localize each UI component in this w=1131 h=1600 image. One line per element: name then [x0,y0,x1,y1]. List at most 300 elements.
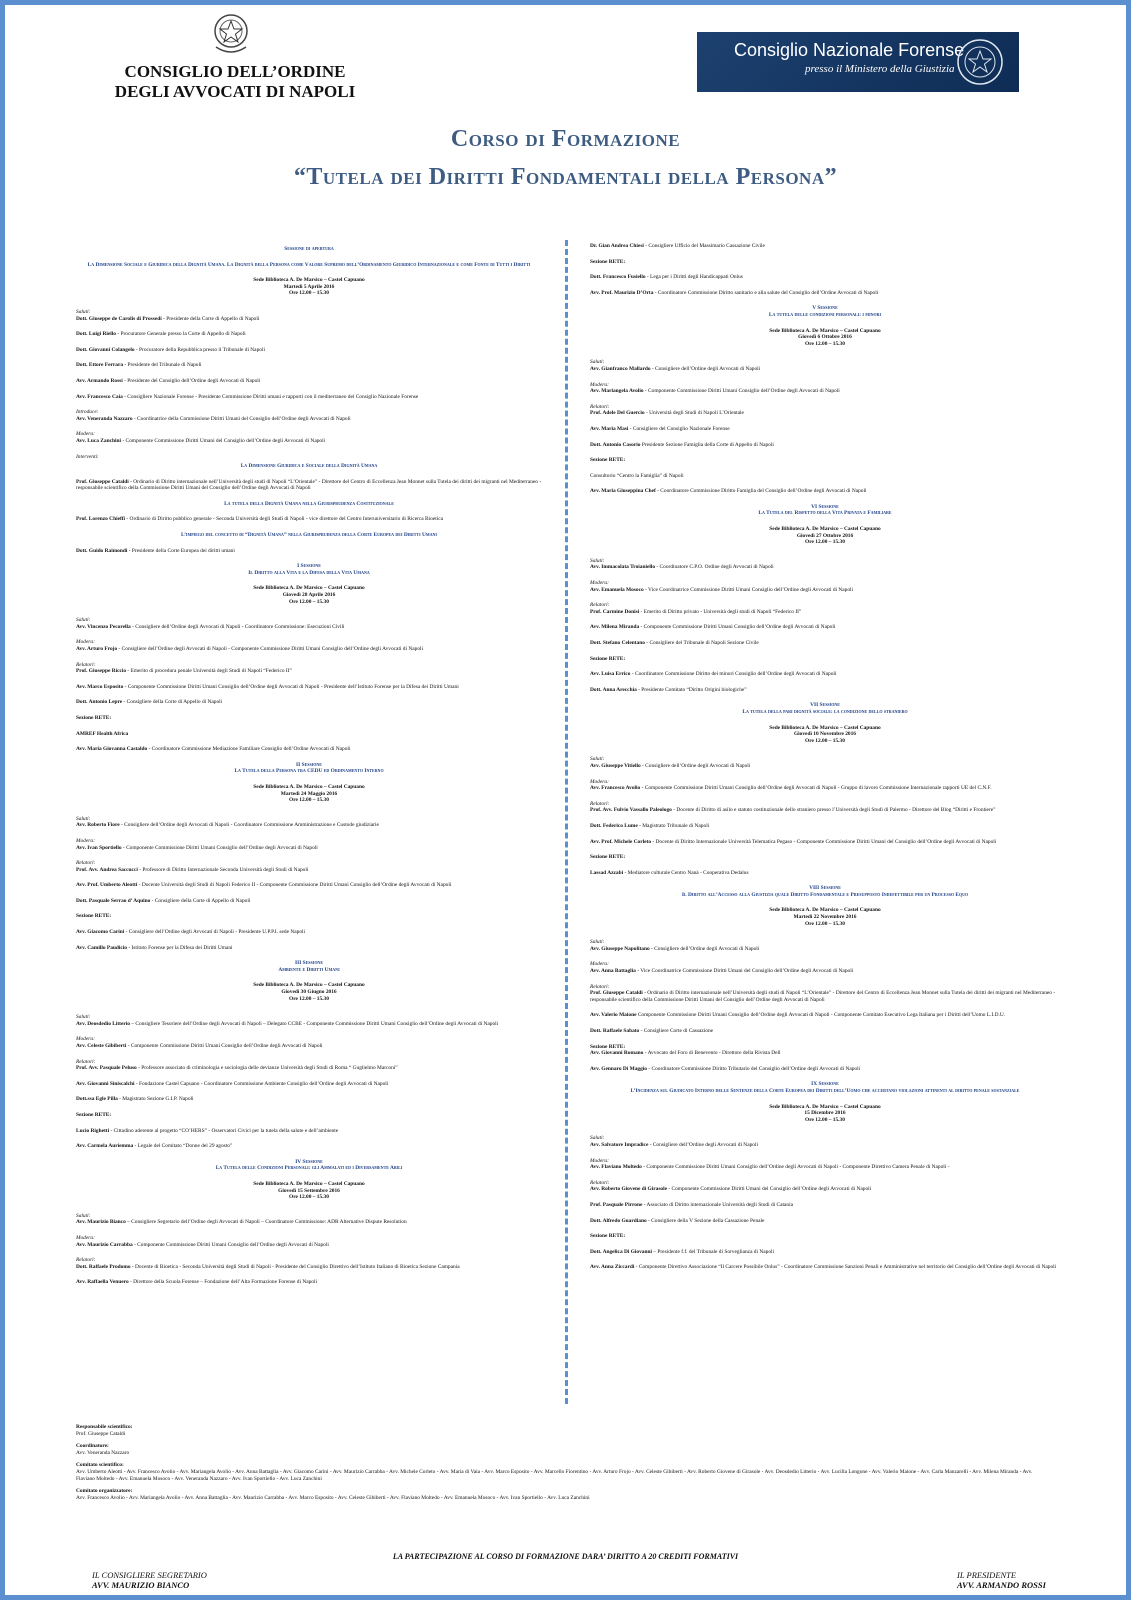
speaker-role: - Consigliere della Corte di Appello di Napoli [122,699,223,706]
role-label: Modera: [590,1157,609,1164]
speaker-name: Dott. Ettore Ferrara [76,362,124,369]
speaker-name: Avv. Luca Zanchini [76,437,121,444]
speaker-entry [76,1065,542,1072]
speaker-role: - Consigliere dell’Ordine degli Avvocati di Napoli - Coordinatore Commissione Amministrazione e Custode giudiziarie [119,822,379,829]
speaker-entry [76,845,542,852]
speaker-entry [590,1218,1060,1225]
speaker-entry [590,1066,1060,1073]
speaker-name: Dott. Guido Raimondi [76,547,128,554]
speaker-role: - Consigliere dell’Ordine degli Avvocati di Napoli [640,762,751,769]
speaker-entry [76,362,542,369]
speaker-name: Avv. Deosdedio Litterio [76,1020,130,1027]
role-label: Saluti: [590,756,605,763]
speaker-name: Avv. Raffaella Venuero [76,1279,129,1286]
speaker-entry [590,854,1060,861]
role-label: Saluti: [76,617,91,624]
speaker-name: Avv. Milena Miranda [590,624,640,631]
signature-president-name: AVV. ARMANDO ROSSI [957,1580,1046,1590]
speaker-name: Prof. Adele Del Guercio [590,410,645,417]
session-heading: V Sessione La tutela delle condizioni personali: i minori [768,305,882,318]
session-venue: Sede Biblioteca A. De Marsico – Castel Capuano Giovedì 6 Ottobre 2016 Ore 12.00 – 15.30 [769,327,881,347]
speaker-entry [76,1081,542,1088]
speaker-name: Avv. Emanuela Mosoco [590,586,644,593]
role-label: Saluti: [76,815,91,822]
session-venue: Sede Biblioteca A. De Marsico – Castel Capuano Martedì 24 Maggio 2016 Ore 12.00 – 15.30 [253,783,365,804]
speaker-name: Avv. Marco Esposito [76,683,124,690]
speaker-name: Dott. Stefano Celentano [590,640,645,646]
speaker-name: Lassad Azzabi [590,869,624,876]
speaker-name: Avv. Anna Ziccardi [590,1264,635,1271]
speaker-entry [76,394,542,401]
speaker-role: - Consigliere Ufficio del Massimario Cassazione Civile [643,243,765,249]
speaker-name: Avv. Prof. Michele Corleto [590,838,652,845]
column-divider [565,240,568,1404]
speaker-entry [76,1219,542,1226]
speaker-entry [590,946,1060,953]
speaker-entry [76,699,542,706]
speaker-role: – Consigliere Segretario dell’Ordine degli Avvocati di Napoli – Coordinatore Commissione: ADR Alternative Dispute Resolution [125,1219,407,1226]
speaker-entry [76,1021,542,1028]
speaker-role: - Coordinatore C.P.O. Ordine degli Avvocati di Napoli [655,564,774,571]
role-label: Relatori: [76,661,96,668]
speaker-role: - Mediatore culturale Centro Nanà - Cooperativa Dedalus [623,869,749,876]
role-label: Modera: [76,1234,95,1241]
speaker-name: Dr. Gian Andrea Chiesi [590,243,644,249]
cnf-logo-title: Consiglio Nazionale Forense [734,40,965,60]
speaker-role: - Emerito di Diritto privato - Università degli studi di Napoli “Federico II” [639,608,802,615]
speaker-role: - Legale del Comitato “Donne del 29 agosto” [133,1143,233,1150]
speaker-role: - Presidente della Corte di Appello di Napoli [161,315,260,322]
speaker-name: Avv. Roberto Giovene di Girasole [590,1186,668,1193]
speaker-role: - Professore di Diritto Internazionale Seconda Università degli Studi di Napoli [137,866,309,873]
order-name-line1: CONSIGLIO DELL’ORDINE [124,62,346,81]
speaker-role: - Componente Commissione Diritti Umani del Consiglio dell’Ordine degli Avvocati di Napoli [120,437,326,444]
speaker-role: - Componente Commissione Diritti Umani del Consiglio dell’Ordine degli Avvocati di Napoli [667,1186,872,1193]
speaker-entry [590,870,1060,877]
session-heading: Sessione di apertura [284,246,334,252]
speaker-role: - Componente Commissione Diritti Umani Consiglio dell’Ordine degli Avvocati di Napoli [121,844,318,851]
speaker-name: Avv. Vincenzo Pecorella [76,623,131,630]
speaker-name: Sezione RETE: [76,913,112,920]
speaker-name: Avv. Veneranda Nazzaro [76,415,133,422]
speaker-entry [76,898,542,905]
cnf-logo-subtitle: presso il Ministero della Giustizia [805,63,955,75]
speaker-name: Prof. Avv. Pasquale Peluso [76,1065,137,1072]
speaker-name: Avv. Celeste Gibiberti [76,1043,127,1049]
speaker-role: - Componente Commissione Diritti Umani Consiglio dell’Ordine degli Avvocati di Napoli [639,624,836,631]
speaker-name: Sezione RETE: [76,1111,112,1118]
page-subtitle: “Tutela dei Diritti Fondamentali della Persona” [293,164,838,190]
speaker-entry [76,548,542,555]
speaker-entry [590,410,1060,417]
speaker-entry [76,624,542,631]
speaker-entry [590,290,1060,297]
speaker-role: - Consigliere del Consiglio Nazionale Forense [628,425,730,432]
speaker-entry [590,1186,1060,1193]
speaker-name: Avv. Giuseppe Napolitano [590,945,650,952]
speaker-name: Avv. Maria Giovanna Castaldo [76,746,148,753]
speaker-name: Sezione RETE: [590,457,626,464]
speaker-name: Avv. Carmela Auriemma [76,1143,134,1150]
speaker-role: - Associato di Diritto internazionale Università degli Studi di Catania [642,1201,793,1208]
speaker-role: - Vice Coordinatrice Commissione Diritti Umani del Consiglio dell’Ordine degli Avvocati di Napoli [635,968,854,975]
speaker-name: Sezione RETE: [590,258,626,265]
role-label: Saluti: [590,359,605,366]
speaker-entry [76,516,542,523]
speaker-role: - Vice Coordinatrice Commissione Diritti Umani Consiglio dell’Ordine degli Avvocati di Napoli [643,586,854,593]
speaker-role: - Coordinatore Commissione Mediazione Familiare Consiglio dell’Ordine Avvocati di Napoli [147,746,351,753]
program-left-column [76,243,542,1295]
session-venue: Sede Biblioteca A. De Marsico – Castel Capuano Giovedì 28 Aprile 2016 Ore 12.00 – 15.30 [253,585,365,605]
speaker-entry [590,839,1060,846]
role-label: Saluti: [76,1014,91,1021]
speaker-entry [590,1202,1060,1209]
cnf-seal-icon [955,37,1005,87]
speaker-name: Avv. Giacomo Carini [76,929,125,936]
speaker-name: Prof. Avv. Andrea Saccucci [76,866,138,873]
speaker-role: - Ordinario di Diritto pubblico generale - Seconda Università degli Studi di Napoli - vice direttore del Centro Interuniversitario di Ricerca Bioetica [125,516,444,523]
speaker-entry [590,1012,1060,1019]
speaker-entry [590,990,1060,1003]
speaker-role: - Procuratore Generale presso la Corte di Appello di Napoli [115,331,246,338]
speaker-role: - Ordinario di Diritto internazionale nell’Università degli studi di Napoli “L’Orientale” - Direttore del Centro di Eccellenza Jean Monnet sulla Tutela dei diritti dei migranti nel Mediterraneo - responsabile scientifico della Commissione Diritti Umani del Consiglio dell’Ordine degli Avvocati di Napoli [590,990,1056,1003]
session-heading: VI Sessione La Tutela del Rispetto della Vita Privata e Familiare [758,503,892,517]
speaker-name: Avv. Prof. Umberto Aleotti [76,882,138,889]
speaker-entry [590,1044,1060,1057]
speaker-role: - Presidente del Tribunale di Napoli [123,362,202,369]
speaker-role: - Docente Università degli Studi di Napoli Federico II - Componente Commissione Diritti Umani Consiglio dell’Ordine degli Avvocati di Napoli [137,882,452,889]
speaker-role: - Docente di Bioetica - Seconda Università degli Studi di Napoli - Presidente del Consiglio Direttivo dell’Istituto Italiano di Bioetica Sezione Campania [130,1263,460,1270]
speaker-role: - Magistrato Tribunale di Napoli [637,822,710,829]
session-heading: III Sessione Ambiente e Diritti Umani [278,960,340,973]
speaker-name: Dott. Pasquale Serrao d’ Aquino [76,897,151,904]
speaker-name: Avv. Luisa Errico [590,671,631,678]
role-label: Relatori: [590,602,610,609]
speaker-entry [76,822,542,829]
speaker-entry [590,426,1060,433]
speaker-entry [76,945,542,952]
speaker-name: Avv. Gennaro Di Maggio [590,1065,648,1072]
speaker-entry [76,1096,542,1103]
speaker-entry [76,684,542,691]
speaker-role: - Fondazione Castel Capuano - Coordinatore Commissione Ambiente Consiglio dell’Ordine degli Avvocati di Napoli [134,1080,389,1087]
speaker-entry [590,1028,1060,1035]
cnf-logo [697,32,1019,92]
speaker-name: Avv. Immacolata Troianiello [590,564,656,571]
speaker-role: - Coordinatore Commissione Diritto dei minori Consiglio dell’Ordine degli Avvocati di Napoli [630,671,837,678]
speaker-role: - Università degli Studi di Napoli L’Orientale [644,410,744,417]
role-label: Modera: [590,381,609,388]
role-label: Modera: [590,580,609,587]
role-label: Relatori: [590,1179,610,1186]
role-label: Modera: [76,639,95,646]
speaker-role: - Lega per i Diritti degli Handicappati Onlus [645,274,743,281]
speaker-name: Prof. Lorenzo Chieffi [76,516,126,523]
scientific-committee-label: Comitato scientifico: [76,1462,124,1469]
speaker-role: - Componente Commissione Diritti Umani Consiglio dell’Ordine degli Avvocati di Napoli - Componente Direttivo Camera Penale di Napoli - [641,1164,950,1171]
speaker-role: - Consigliere della V Sezione della Cassazione Penale [646,1217,765,1224]
session-heading: IV Sessione La Tutela delle Condizioni Personali: gli Ammalati ed i Diversamente Abili [215,1158,403,1172]
speaker-name: Prof. Giuseppe Cataldi [76,478,129,485]
speaker-name: Dott. Antonio Casorio [590,441,641,448]
speaker-entry [590,823,1060,830]
speaker-role: - Coordinatore Commissione Diritto Famiglia del Consiglio dell’Ordine degli Avvocati di Napoli [655,488,867,495]
role-label: Relatori: [590,403,610,410]
speaker-role: - Consigliere Nazionale Forense - Presidente Commissione Diritti umani e rapporti con il mediterraneo del Consiglio Nazionale Forense [122,393,419,400]
signature-president-role: IL PRESIDENTE [957,1570,1017,1580]
speaker-role: - Componente Commissione Diritti Umani Consiglio dell’Ordine degli Avvocati di Napoli [132,1241,329,1248]
speaker-name: Dott. Anna Arecchia [590,686,637,693]
speaker-role: - Presidente della Corte Europea dei diritti umani [127,547,235,554]
coordinator-value: Avv. Veneranda Nazzaro [76,1449,130,1456]
role-label: Modera: [76,837,95,844]
speaker-name: Avv. Maurizio Bianco [76,1219,126,1226]
speaker-name: Avv. Roberto Fiore [76,822,120,829]
coordinator-label: Coordinatore: [76,1443,109,1450]
speaker-role: - Consigliere dell’Ordine degli Avvocati di Napoli [648,1141,758,1148]
speaker-name: Avv. Maria Masi [590,425,629,432]
speaker-entry [76,1264,542,1271]
speaker-entry [590,1142,1060,1149]
speaker-role: - Procuratore della Repubblica presso il Tribunale di Napoli [134,346,265,353]
speaker-name: Dott. Raffaele Sabato [590,1028,640,1034]
role-label: Modera: [590,961,609,968]
signature-secretary-role: IL CONSIGLIERE SEGRETARIO [92,1570,207,1580]
speaker-role: - Emerito di procedura penale Università degli Studi di Napoli “Federico II” [126,668,292,675]
speaker-name: Dott. Raffaele Prodomo [76,1263,131,1270]
speaker-entry [590,274,1060,281]
speaker-name: Sezione RETE: [590,1233,626,1240]
speaker-role: - Direttore della Scuola Forense – Fondazione dell’Alta Formazione Forense di Napoli [128,1279,317,1286]
speaker-entry [76,347,542,354]
speaker-role: - Consigliere dell’Ordine degli Avvocati di Napoli - Componente Commissione Diritti Umani Consiglio dell’Ordine degli Avvocati di Napoli [117,646,424,652]
role-label: Introduce: [76,409,99,416]
speaker-role: - Presidente Comitato “Diritto Origini biologiche” [636,686,747,693]
speaker-name: Avv. Prof. Maurizio D’Orta [590,289,654,296]
speaker-role: - Ordinario di Diritto internazionale nell’Università degli studi di Napoli “L’Orientale” - Direttore del Centro di Eccellenza Jean Monnet sulla Tutela dei diritti dei migranti nel Mediterraneo - responsabile scientifico della Commissione Diritti Umani del Consiglio dell’Ordine degli Avvocati di Napoli [76,478,542,492]
speaker-entry [76,929,542,936]
speaker-role: - Docente di Diritto di asilo e statuto costituzionale dello straniero presso l’Università degli Studi di Palermo - Direttore del Blog “Diritti e Frontiere” [671,807,996,814]
role-label: Relatori: [590,800,610,807]
speaker-role: - Presidente del Consiglio dell’Ordine degli Avvocati di Napoli [122,377,261,384]
speaker-entry [590,442,1060,449]
speaker-entry [590,785,1060,792]
role-label: Saluti: [76,1212,91,1219]
speaker-entry [76,913,542,920]
speaker-role: Consultorio “Centro la Famiglia” di Napoli [590,472,684,479]
session-venue: Sede Biblioteca A. De Marsico – Castel Capuano 15 Dicembre 2016 Ore 12.00 – 15.30 [769,1103,881,1123]
speaker-entry [76,1279,542,1286]
session-venue: Sede Biblioteca A. De Marsico – Castel Capuano Giovedì 15 Settembre 2016 Ore 12.00 – 15.30 [253,1180,365,1201]
speaker-entry [590,763,1060,770]
speaker-name: Prof. Pasquale Pirrone [590,1201,643,1208]
speaker-name: Avv. Armando Rossi [76,377,123,384]
speaker-name: Sezione RETE: [76,714,112,721]
speaker-name: Avv. Francesco Caia [76,393,123,400]
speaker-role: - Componente Commissione Diritti Umani Consiglio dell’Ordine degli Avvocati di Napoli - Presidente dell’Istituto Forense per la Difesa dei Diritti Umani [123,683,459,690]
committee-section [76,1424,1036,1507]
session-heading: La Dimensione Sociale e Giuridica della Dignità Umana. La Dignità della Persona come Valore Supremo dell’Ordinamento Giuridico Internazionale e come Fonte di Tutti i Diritti [87,261,531,268]
speaker-entry [76,479,542,492]
speaker-name: Avv. Salvatore Impradice [590,1141,649,1148]
speaker-role: Presidente Sezione Famiglia della Corte di Appello di Napoli [640,441,774,448]
speaker-name: Dott. Giovanni Colangelo [76,346,135,353]
speaker-name: Dott. Antonio Lepre [76,699,123,706]
session-heading: La tutela della Dignità Umana nella Giurisprudenza Costituzionale [224,500,394,507]
speaker-entry [76,438,542,445]
speaker-role: - Avvocato del Foro di Benevento - Direttore della Rivista Dell [643,1050,781,1057]
speaker-entry [590,259,1060,266]
speaker-role: - Consigliere dell’Ordine degli Avvocati di Napoli [650,365,761,372]
speaker-entry [590,1249,1060,1256]
speaker-name: Avv. Maurizio Carrabba [76,1241,133,1248]
speaker-name: Avv. Mariangela Avolio [590,388,644,395]
session-venue: Sede Biblioteca A. De Marsico – Castel Capuano Martedì 22 Novembre 2016 Ore 12.00 – 15.30 [769,907,881,927]
speaker-entry [76,1043,542,1050]
speaker-name: Dott. Angelica Di Giovanni [590,1248,652,1255]
speaker-name: Dott. Federico Lume [590,822,638,829]
speaker-entry [590,1164,1060,1171]
speaker-entry [590,656,1060,663]
speaker-role: - Istituto Forense per la Difesa dei Diritti Umani [126,944,233,951]
speaker-entry [76,668,542,675]
speaker-name: Prof. Giuseppe Cataldi [590,990,643,997]
page-title: Corso di Formazione [450,126,681,152]
speaker-name: Sezione RETE: [590,854,626,861]
role-label: Modera: [590,778,609,785]
speaker-entry [76,715,542,722]
speaker-entry [76,731,542,738]
speaker-name: Sezione RETE: [590,655,626,662]
scientific-committee-value: Avv. Umberto Aleotti - Avv. Francesco Avolio - Avv. Mariangela Avolio - Avv. Anna Battaglia - Avv. Giacomo Carini - Avv. Maurizio Carrabba - Avv. Michele Corleto - Avv. Maria di Vaia - Avv. Marco Esposito - Avv. Marcello Fiorentino - Avv. Arturo Frojo - Avv. Celeste Gibiberti - Avv. Roberto Giovene di Girasole - Avv. Deosdedio Litterio - Avv. Lucilla Longone - Avv. Valerio Maione - Avv. Carla Manzarelli - Avv. Milena Miranda - Avv. Flaviano Moltedo - Avv. Emanuela Mosoco - Avv. Veneranda Nazzaro - Avv. Ivan Sportiello - Avv. Luca Zanchini [76,1468,1033,1482]
speaker-role: - Coordinatore Commissione Diritto sanitario e alla salute del Consiglio dell’Ordine Avvocati di Napoli [653,289,879,296]
speaker-role: - Consigliere della Corte di Appello di Napoli [150,897,251,904]
scientific-lead-label: Responsabile scientifico: [76,1424,133,1430]
speaker-role: - Consigliere dell’Ordine degli Avvocati di Napoli - Coordinatore Commissione: Esecuzioni Civili [130,623,345,630]
role-label: Saluti: [590,939,605,946]
speaker-name: Avv. Maria Giuseppina Chef [590,488,656,495]
speaker-name: Avv. Giuseppe Vitiello [590,762,641,769]
speaker-role: - Componente Commissione Diritti Umani Consiglio dell’Ordine degli Avvocati di Napoli - Gruppo di lavoro Commissione Internazionale rapporti UE del C.N.F. [640,785,992,792]
speaker-name: AMREF Health Africa [76,730,129,737]
scientific-lead-value: Prof. Giuseppe Cataldi [76,1430,126,1437]
speaker-name: Avv. Ivan Sportiello [76,844,122,851]
speaker-entry [76,867,542,874]
speaker-entry [590,388,1060,395]
session-heading: II Sessione La Tutela della Persona tra CEDU ed Ordinamento Interno [234,761,384,775]
role-label: Relatori: [76,1058,96,1065]
speaker-name: Avv. Anna Battaglia [590,968,636,975]
speaker-entry [76,1242,542,1249]
speaker-name: Avv. Arturo Frojo [76,646,118,652]
speaker-entry [590,1233,1060,1240]
speaker-entry [76,316,542,323]
speaker-entry [76,882,542,889]
speaker-role: - Consigliere dell’Ordine degli Avvocati di Napoli [649,945,760,952]
session-venue: Sede Biblioteca A. De Marsico – Castel Capuano Martedì 5 Aprile 2016 Ore 12.00 – 15.30 [253,277,365,297]
speaker-entry [590,624,1060,631]
speaker-name: Avv. Francesco Avolio [590,785,641,792]
speaker-entry [590,609,1060,616]
session-heading: I Sessione Il Diritto alla Vita e la Difesa della Vita Umana [248,563,370,576]
speaker-entry [76,646,542,653]
speaker-role: - Cittadino aderente al progetto “CO’HERS” - Osservatori Civici per la tutela della salute e dell’ambiente [109,1127,339,1134]
speaker-entry [76,1143,542,1150]
session-heading: VIII Sessione Il Diritto all’Accesso alla Giustizia quale Diritto Fondamentale e Presupposto Indefettibile per un Processo Equo [681,885,969,898]
role-label: Relatori: [590,983,610,990]
speaker-entry [590,807,1060,814]
credits-notice: LA PARTECIPAZIONE AL CORSO DI FORMAZIONE DARA’ DIRITTO A 20 CREDITI FORMATIVI [392,1552,739,1561]
speaker-role: Componente Commissione Diritti Umani Consiglio dell’Ordine degli Avvocati di Napoli - Componente Comitato Esecutivo Lega Italiana per i Diritti dell’Uomo L.I.D.U. [636,1012,1006,1019]
speaker-name: Avv. Camillo Paudicio [76,944,127,951]
program-right-column [590,243,1060,1280]
speaker-entry [76,416,542,423]
session-heading: L’impiego del concetto di “Dignità Umana” nella Giurisprudenza della Corte Europea dei Diritti Umani [181,532,437,539]
session-heading: La Dimensione Giuridica e Sociale della Dignità Umana [240,463,378,470]
speaker-name: Avv. Gianfranco Mallardo [590,365,651,372]
speaker-entry [590,687,1060,694]
speaker-name: Dott.ssa Egle Pilla [76,1096,118,1103]
speaker-role: – Consigliere Tesoriere dell’Ordine degli Avvocati di Napoli – Delegato CCBE - Componente Commissione Diritti Umani Consiglio dell’Ordine degli Avvocati di Napoli [129,1020,499,1027]
session-venue: Sede Biblioteca A. De Marsico – Castel Capuano Giovedì 27 Ottobre 2016 Ore 12.00 – 15.30 [769,526,881,546]
role-label: Saluti: [590,557,605,564]
signature-secretary [92,1570,207,1590]
speaker-name: Dott. Giuseppe de Carolis di Prossedi [76,315,162,322]
speaker-entry [76,378,542,385]
speaker-name: Avv. Giovanni Siniscalchi [76,1080,135,1087]
organizing-committee-label: Comitato organizzatore: [76,1488,133,1495]
speaker-entry [590,968,1060,975]
role-label: Relatori: [76,1257,96,1264]
speaker-entry [590,640,1060,647]
speaker-name: Dott. Luigi Riello [76,331,116,338]
speaker-entry [590,243,1060,250]
session-venue: Sede Biblioteca A. De Marsico – Castel Capuano Giovedì 10 Novembre 2016 Ore 12.00 – 15.30 [769,724,881,744]
session-heading: VII Sessione La tutela della pari dignità sociale: la condizione dello straniero [742,702,908,715]
signature-president [957,1570,1046,1590]
speaker-role: - Magistrato Sezione G.I.P. Napoli [117,1096,194,1103]
speaker-name: Lucio Righetti [76,1127,110,1134]
order-name [100,62,370,102]
speaker-name: Sezione RETE: Avv. Giovanni Romano [590,1043,644,1057]
speaker-entry [590,488,1060,495]
speaker-name: Dott. Francesco Fusiello [590,274,646,281]
speaker-role: - Docente di Diritto Internazionale Università Telematica Pegaso - Componente Commissione Diritti Umani del Consiglio dell’Ordine degli Avvocati di Napoli [651,838,997,845]
speaker-entry [590,457,1060,464]
speaker-name: Avv. Valerio Maione [590,1012,637,1019]
organizing-committee-value: Avv. Francesco Avolio - Avv. Mariangela Avolio - Avv. Anna Battaglia - Avv. Maurizio Carrabba - Avv. Marco Esposito - Avv. Celeste Gibiberti - Avv. Flaviano Moltedo - Avv. Emanuela Mosoco - Avv. Ivan Sportiello - Avv. Luca Zanchini [76,1494,590,1501]
speaker-entry [76,1128,542,1135]
role-label: Modera: [76,431,95,438]
speaker-entry [76,331,542,338]
speaker-name: Prof. Carmine Donisi [590,608,640,615]
speaker-role: - Coordinatore Commissione Diritto Tributario del Consiglio dell’Ordine degli Avvocati di Napoli [647,1065,861,1072]
speaker-role: - Consigliere del Tribunale di Napoli Sezione Civile [644,640,759,646]
order-name-line2: DEGLI AVVOCATI DI NAPOLI [114,82,356,101]
signature-secretary-name: AVV. MAURIZIO BIANCO [92,1580,190,1590]
speaker-role: - Consigliere Corte di Cassazione [639,1028,714,1034]
speaker-entry [590,473,1060,480]
speaker-name: Prof. Giuseppe Riccio [76,668,127,675]
speaker-name: Dott. Alfredo Guardiano [590,1217,647,1224]
speaker-name: Avv. Flaviano Moltedo [590,1164,642,1171]
speaker-role: - Componente Commissione Diritti Umani Consiglio dell’Ordine degli Avvocati di Napoli [126,1043,323,1049]
speaker-entry [76,1112,542,1119]
role-label: Saluti: [590,1135,605,1142]
session-venue: Sede Biblioteca A. De Marsico – Castel Capuano Giovedì 30 Giugno 2016 Ore 12.00 – 15.30 [253,982,365,1002]
role-label: Modera: [76,1036,95,1043]
role-label: Relatori: [76,860,96,867]
